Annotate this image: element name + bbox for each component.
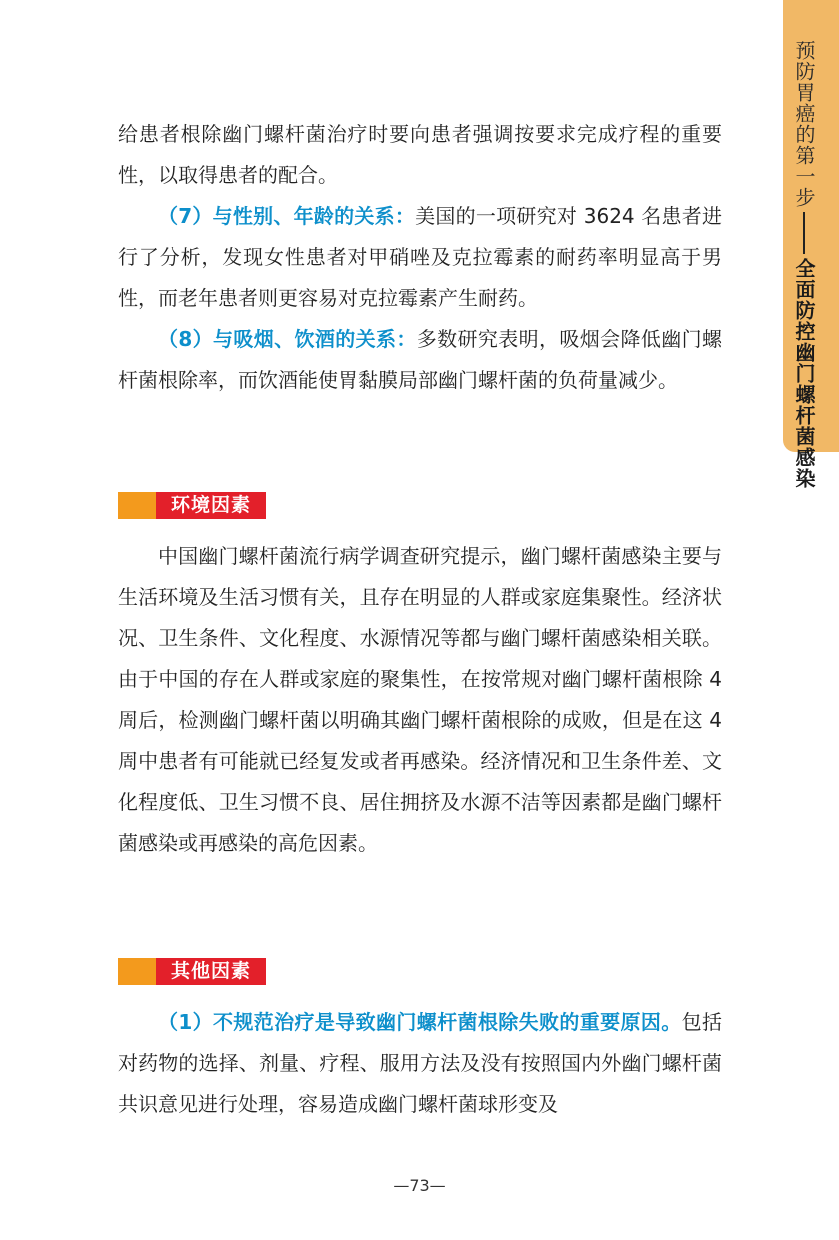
paragraph-2 xyxy=(118,196,722,319)
paragraph-3-heading: （8）与吸烟、饮酒的关系： xyxy=(158,327,417,351)
side-tab-text xyxy=(793,40,823,489)
paragraph-5 xyxy=(118,1002,722,1125)
paragraph-5-body: 包括对药物的选择、剂量、疗程、服用方法及没有按照国内外幽门螺杆菌共识意见进行处理，容易造成幽门螺杆菌球形变及 xyxy=(118,1010,722,1116)
paragraph-4: 中国幽门螺杆菌流行病学调查研究提示，幽门螺杆菌感染主要与生活环境及生活习惯有关，且存在明显的人群或家庭集聚性。经济状况、卫生条件、文化程度、水源情况等都与幽门螺杆菌感染相关联。由于中国的存在人群或家庭的聚集性，在按常规对幽门螺杆菌根除 4 周后，检测幽门螺杆菌以明确其幽门螺杆菌根除的成败，但是在这 4 周中患者有可能就已经复发或者再感染。经济情况和卫生条件差、文化程度低、卫生习惯不良、居住拥挤及水源不洁等因素都是幽门螺杆菌感染或再感染的高危因素。 xyxy=(118,544,722,855)
side-tab-dash xyxy=(803,212,805,254)
paragraph-3-body: 多数研究表明，吸烟会降低幽门螺杆菌根除率，而饮酒能使胃黏膜局部幽门螺杆菌的负荷量减少。 xyxy=(118,327,723,392)
section-heading-accent xyxy=(118,958,156,985)
paragraph-1: 给患者根除幽门螺杆菌治疗时要向患者强调按要求完成疗程的重要性，以取得患者的配合。 xyxy=(118,122,722,187)
side-tab-line2: 全面防控幽门螺杆菌感染 xyxy=(792,258,816,489)
paragraph-2-heading: （7）与性别、年龄的关系： xyxy=(158,204,416,228)
side-tab-line1: 预防胃癌的第一步 xyxy=(792,40,816,208)
paragraph-2-body: 美国的一项研究对 3624 名患者进行了分析，发现女性患者对甲硝唑及克拉霉素的耐药率明显高于男性，而老年患者则更容易对克拉霉素产生耐药。 xyxy=(118,204,722,310)
section-heading-other xyxy=(118,958,266,985)
section-heading-accent xyxy=(118,492,156,519)
section-heading-label: 其他因素 xyxy=(156,958,266,985)
side-chapter-tab xyxy=(783,0,839,489)
section-heading-label: 环境因素 xyxy=(156,492,266,519)
paragraph-3 xyxy=(118,319,722,401)
section-heading-environment xyxy=(118,492,266,519)
paragraph-5-heading: （1）不规范治疗是导致幽门螺杆菌根除失败的重要原因。 xyxy=(158,1010,682,1034)
page-number: —73— xyxy=(393,1176,446,1195)
